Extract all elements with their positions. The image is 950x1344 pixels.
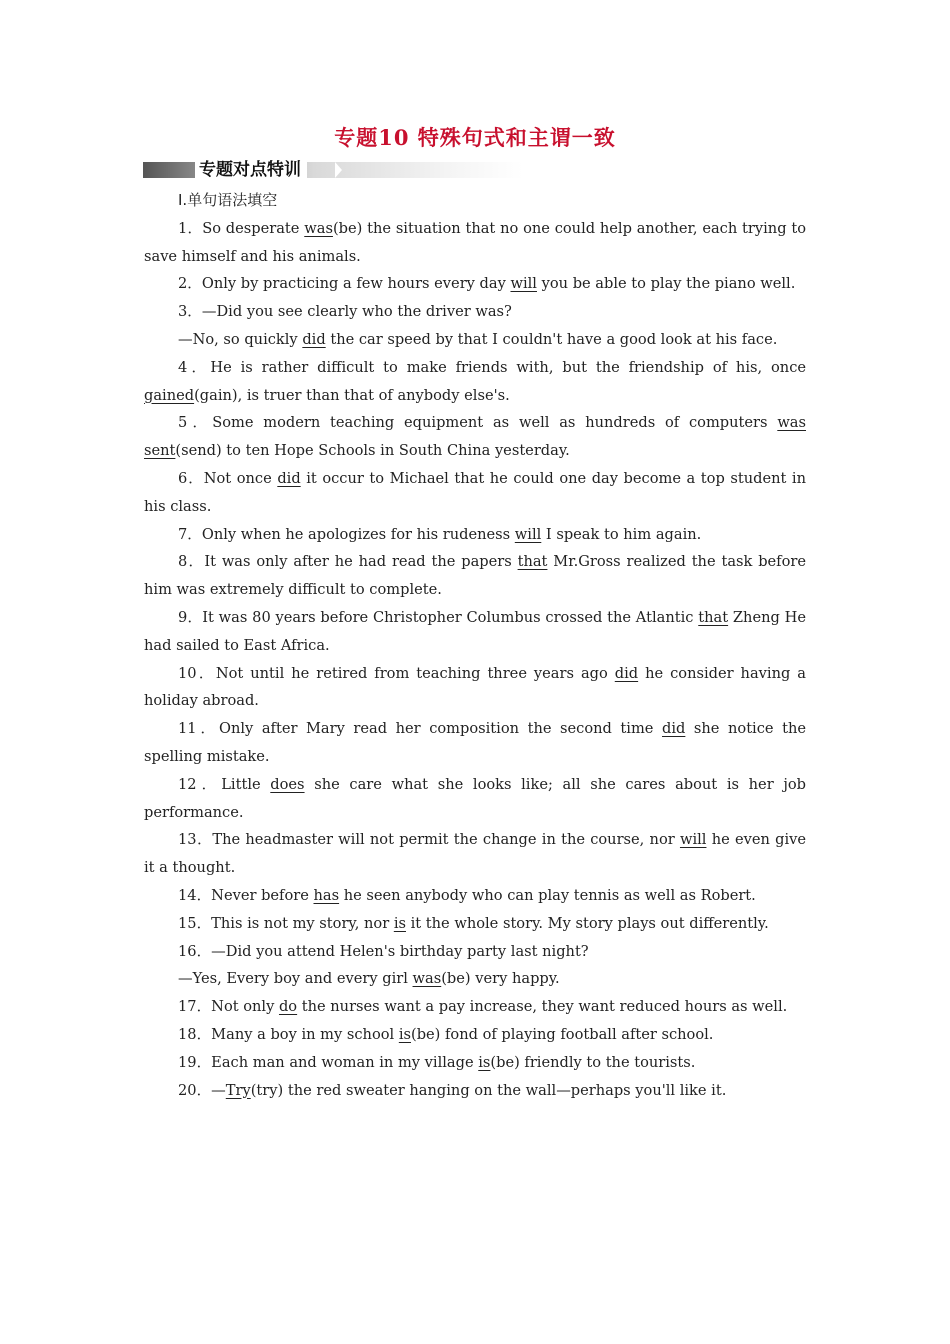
item-text-before: — [211, 1081, 226, 1099]
exercise-item [144, 938, 806, 966]
answer-blank: will [514, 525, 542, 543]
exercise-item [144, 660, 806, 716]
item-number: 2． [178, 275, 202, 293]
item-text-before: Little [221, 775, 271, 793]
answer-blank: Try [225, 1081, 251, 1099]
answer-blank: will [679, 831, 707, 849]
item-text-before: Each man and woman in my village [211, 1053, 479, 1071]
answer-blank: that [698, 608, 729, 626]
item-text-before: This is not my story, nor [211, 914, 394, 932]
answer-blank: was sent [144, 414, 806, 460]
item-text-after: the car speed by that I couldn't have a good look at his face. [325, 330, 778, 348]
exercise-item [144, 298, 806, 326]
item-text-before: So desperate [202, 219, 305, 237]
exercise-item [144, 910, 806, 938]
answer-blank: is [398, 1025, 411, 1043]
answer-blank: did [662, 720, 686, 738]
exercise-item [144, 1077, 806, 1105]
item-number: 1． [178, 219, 203, 237]
answer-blank: did [614, 664, 639, 682]
answer-blank: did [302, 330, 326, 348]
item-number: 14． [178, 886, 212, 904]
item-number: 20． [178, 1081, 212, 1099]
item-text-after: he even give it a thought. [144, 831, 806, 877]
item-number: 7． [178, 525, 202, 543]
section-banner [143, 158, 523, 182]
exercise-item [144, 465, 806, 521]
exercise-item [144, 882, 806, 910]
item-number: 6． [178, 469, 204, 487]
item-text-after: you be able to play the piano well. [536, 275, 796, 293]
exercise-item [144, 604, 806, 660]
item-number: 10． [178, 664, 216, 682]
item-text-before: Many a boy in my school [211, 1025, 399, 1043]
exercise-item [144, 270, 806, 298]
item-number: 3． [178, 303, 202, 321]
item-number: 16． [178, 942, 212, 960]
item-text-before: It was only after he had read the papers [204, 553, 518, 571]
item-text-after: (try) the red sweater hanging on the wall—perhaps you'll like it. [250, 1081, 727, 1099]
exercise-item [144, 409, 806, 465]
section-heading: Ⅰ.单句语法填空 [178, 191, 278, 209]
exercise-item [144, 993, 806, 1021]
item-number: 9． [178, 608, 203, 626]
item-text-after: (be) the situation that no one could help another, each trying to save himself and his animals. [144, 219, 807, 265]
item-text-after: Mr.Gross realized the task before him was extremely difficult to complete. [144, 553, 806, 599]
banner-label: 专题对点特训 [195, 158, 307, 182]
item-number: 8． [178, 553, 205, 571]
item-number: 4． [178, 358, 211, 376]
exercise-item [144, 521, 806, 549]
item-text-before: He is rather difficult to make friends with, but the friendship of his, once [210, 358, 807, 376]
item-text-after: she notice the spelling mistake. [144, 720, 806, 765]
item-number: 12． [178, 775, 222, 793]
page-title: 专题10 特殊句式和主谓一致 [334, 125, 616, 150]
item-text-before: Only when he apologizes for his rudeness [201, 525, 515, 543]
item-text-after: (be) fond of playing football after school. [411, 1025, 714, 1043]
item-number: 13． [178, 831, 213, 849]
exercise-item [144, 1021, 806, 1049]
exercise-item [144, 826, 806, 882]
item-number: 19． [178, 1053, 212, 1071]
answer-blank: that [517, 553, 548, 571]
item-text-after: the nurses want a pay increase, they want reduced hours as well. [297, 998, 788, 1016]
answer-blank: was [412, 970, 442, 988]
item-text-before: It was 80 years before Christopher Columbus crossed the Atlantic [202, 608, 699, 626]
item-text-after: I speak to him again. [541, 525, 702, 543]
item-text-after: Zheng He had sailed to East Africa. [144, 608, 806, 654]
exercise-list [144, 215, 806, 1105]
exercise-item [144, 965, 806, 993]
item-text-after: (gain), is truer than that of anybody else's. [194, 386, 510, 404]
answer-blank: is [393, 914, 406, 932]
answer-blank: has [313, 886, 340, 904]
item-text-before: Not once [203, 469, 278, 487]
answer-blank: was [304, 219, 333, 237]
answer-blank: do [278, 998, 298, 1016]
exercise-item [144, 548, 806, 604]
item-text-before: The headmaster will not permit the change in the course, nor [212, 831, 680, 849]
exercise-item [144, 1049, 806, 1077]
item-text-after: he seen anybody who can play tennis as well as Robert. [339, 886, 756, 904]
item-number: 5． [178, 414, 213, 432]
item-number: 18． [178, 1025, 212, 1043]
item-text-after: (be) very happy. [441, 970, 560, 988]
exercise-item [144, 215, 806, 271]
item-text-before: Only after Mary read her composition the second time [219, 720, 662, 738]
item-text-before: Never before [211, 886, 314, 904]
banner-arrow-icon [335, 162, 342, 178]
item-number: 15． [178, 914, 212, 932]
item-text-before: Not until he retired from teaching three years ago [215, 664, 615, 682]
item-text-after: he consider having a holiday abroad. [144, 664, 806, 710]
item-text-before: Not only [211, 998, 279, 1016]
item-text-before: —Yes, Every boy and every girl [178, 970, 413, 988]
item-text-after: (be) friendly to the tourists. [490, 1053, 696, 1071]
item-text-before: Only by practicing a few hours every day [201, 275, 511, 293]
item-text-before: Some modern teaching equipment as well as hundreds of computers [212, 414, 778, 432]
item-number: 11． [178, 720, 220, 738]
answer-blank: does [270, 775, 305, 793]
item-text-after: it the whole story. My story plays out differently. [405, 914, 769, 932]
exercise-item [144, 771, 806, 827]
item-text-before: —Did you see clearly who the driver was? [201, 303, 512, 321]
exercise-item [144, 354, 806, 410]
answer-blank: gained [144, 386, 195, 404]
item-text-before: —No, so quickly [178, 330, 303, 348]
answer-blank: did [277, 469, 301, 487]
item-text-before: —Did you attend Helen's birthday party last night? [211, 942, 589, 960]
answer-blank: will [510, 275, 537, 293]
answer-blank: is [478, 1053, 491, 1071]
item-text-after: she care what she looks like; all she cares about is her job performance. [144, 775, 806, 821]
exercise-item [144, 326, 806, 354]
exercise-content [144, 187, 806, 1104]
item-text-after: (send) to ten Hope Schools in South China yesterday. [175, 442, 570, 460]
exercise-item [144, 715, 806, 771]
item-text-after: it occur to Michael that he could one day become a top student in his class. [144, 469, 806, 515]
item-number: 17． [178, 998, 212, 1016]
